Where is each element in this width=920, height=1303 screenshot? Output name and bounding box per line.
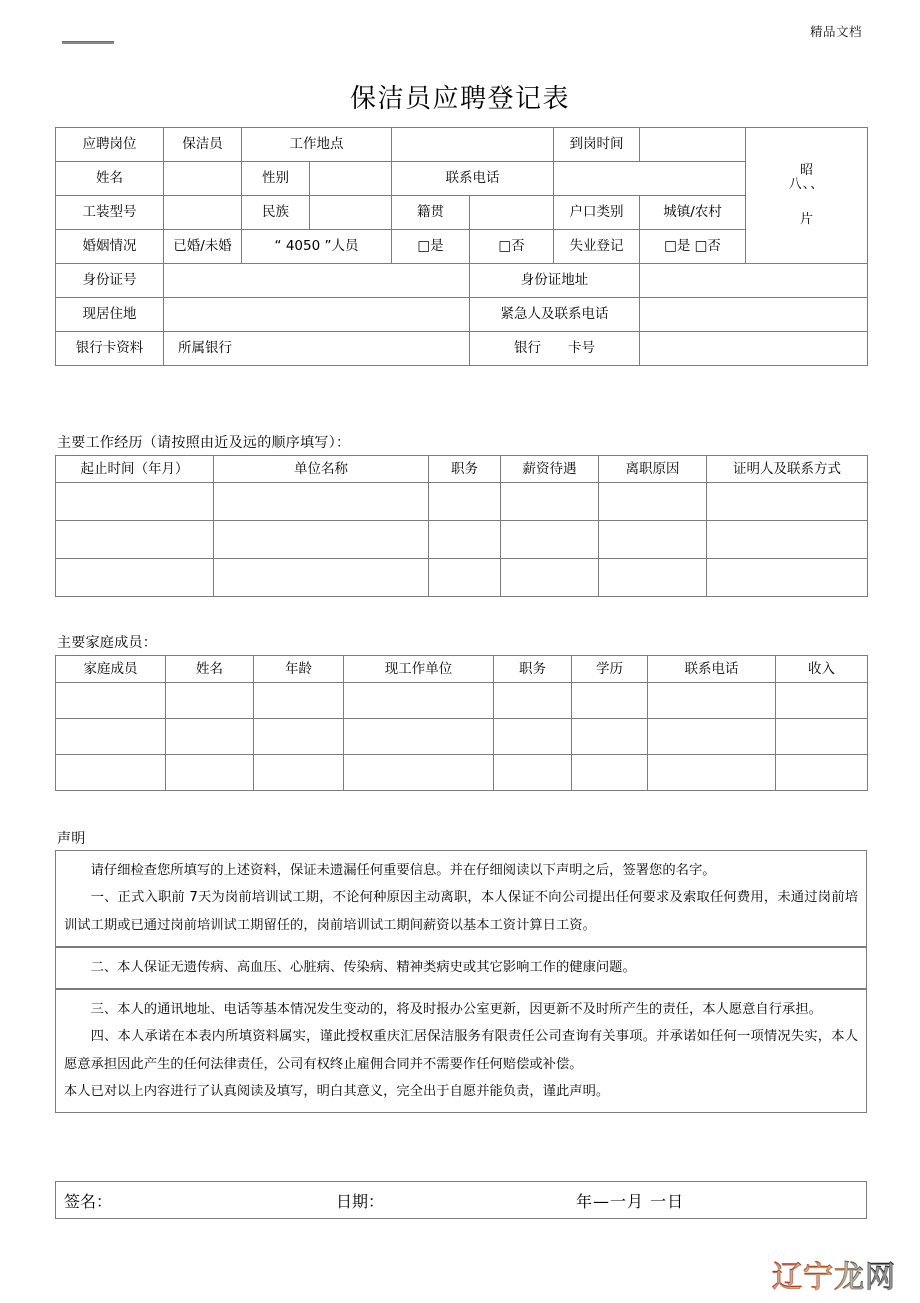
- work-cell-company[interactable]: [214, 483, 429, 521]
- family-cell-income[interactable]: [776, 755, 868, 791]
- family-cell-phone[interactable]: [648, 719, 776, 755]
- work-cell-period[interactable]: [56, 559, 214, 597]
- header-doc-mark: 精品文档: [809, 24, 862, 39]
- declaration-intro: 请仔细检查您所填写的上述资料，保证未遗漏任何重要信息。并在仔细阅读以下声明之后，签署您的名字。: [90, 863, 716, 878]
- family-cell-age[interactable]: [254, 755, 344, 791]
- work-cell-reference[interactable]: [707, 483, 868, 521]
- family-col-income: 收入: [776, 656, 868, 683]
- declaration-item-4: 四、本人承诺在本表内所填资料属实，谨此授权重庆汇居保洁服务有限责任公司查询有关事项。并承诺如任何一项情况失实，本人愿意承担因此产生的任何法律责任，公司有权终止雇佣合同并不需要作任何赔偿或补偿。: [64, 1029, 858, 1072]
- page-title: 保洁员应聘登记表: [349, 84, 570, 114]
- label-name: 姓名: [56, 162, 164, 196]
- label-start-date: 到岗时间: [554, 128, 640, 162]
- family-cell-relation[interactable]: [56, 719, 166, 755]
- value-start-date[interactable]: [640, 128, 746, 162]
- value-current-residence[interactable]: [164, 298, 470, 332]
- label-bank-card-number: 银行 卡号: [470, 332, 640, 366]
- work-col-leave-reason: 离职原因: [599, 456, 707, 483]
- work-cell-leave-reason[interactable]: [599, 559, 707, 597]
- site-watermark: 辽宁龙网: [772, 1252, 896, 1296]
- signature-date-format[interactable]: 年—一月 一日: [576, 1191, 685, 1211]
- family-cell-income[interactable]: [776, 683, 868, 719]
- work-cell-period[interactable]: [56, 521, 214, 559]
- value-gender[interactable]: [310, 162, 392, 196]
- family-members-caption: 主要家庭成员：: [57, 635, 158, 651]
- work-cell-company[interactable]: [214, 559, 429, 597]
- value-bank-card-number[interactable]: [640, 332, 868, 366]
- value-emergency-contact[interactable]: [640, 298, 868, 332]
- declaration-item-3: 三、本人的通讯地址、电话等基本情况发生变动的，将及时报办公室更新，因更新不及时所产生的责任，本人愿意自行承担。: [90, 1002, 822, 1017]
- work-col-period: 起止时间（年月）: [56, 456, 214, 483]
- label-ethnicity: 民族: [242, 196, 310, 230]
- work-cell-salary[interactable]: [501, 483, 599, 521]
- family-cell-position[interactable]: [494, 719, 572, 755]
- work-cell-company[interactable]: [214, 521, 429, 559]
- work-cell-position[interactable]: [429, 559, 501, 597]
- label-current-residence: 现居住地: [56, 298, 164, 332]
- table-row: [56, 755, 868, 791]
- family-cell-education[interactable]: [572, 755, 648, 791]
- table-row: [56, 264, 868, 298]
- family-cell-name[interactable]: [166, 719, 254, 755]
- family-cell-employer[interactable]: [344, 683, 494, 719]
- value-name[interactable]: [164, 162, 242, 196]
- photo-char-1: 昭: [799, 163, 813, 179]
- declaration-block-3: [55, 989, 867, 1113]
- table-row: [56, 559, 868, 597]
- label-id-number: 身份证号: [56, 264, 164, 298]
- family-col-name: 姓名: [166, 656, 254, 683]
- table-row: [56, 332, 868, 366]
- label-unemployment-registration: 失业登记: [554, 230, 640, 264]
- work-col-position: 职务: [429, 456, 501, 483]
- table-row: [56, 128, 868, 162]
- label-uniform-size: 工装型号: [56, 196, 164, 230]
- value-id-address[interactable]: [640, 264, 868, 298]
- label-emergency-contact: 紧急人及联系电话: [470, 298, 640, 332]
- label-contact-phone: 联系电话: [392, 162, 554, 196]
- family-cell-name[interactable]: [166, 755, 254, 791]
- table-row: [56, 683, 868, 719]
- work-col-reference: 证明人及联系方式: [707, 456, 868, 483]
- declaration-item-1: 一、正式入职前 7天为岗前培训试工期，不论何种原因主动离职，本人保证不向公司提出任何要求及索取任何费用，未通过岗前培训试工期或已通过岗前培训试工期留任的，岗前培训试工期间薪资以基本工资计算日工资。: [64, 890, 858, 933]
- value-work-location[interactable]: [392, 128, 554, 162]
- declaration-section: [55, 850, 867, 1113]
- label-household-type: 户口类别: [554, 196, 640, 230]
- family-col-relation: 家庭成员: [56, 656, 166, 683]
- photo-placeholder[interactable]: [746, 128, 868, 264]
- family-members-table: [55, 655, 867, 791]
- declaration-block-1: [55, 850, 867, 947]
- value-household-type[interactable]: 城镇/农村: [640, 196, 746, 230]
- label-marital-status: 婚姻情况: [56, 230, 164, 264]
- work-cell-leave-reason[interactable]: [599, 483, 707, 521]
- family-cell-phone[interactable]: [648, 683, 776, 719]
- label-bank-card-info: 银行卡资料: [56, 332, 164, 366]
- work-cell-reference[interactable]: [707, 521, 868, 559]
- label-work-location: 工作地点: [242, 128, 392, 162]
- signature-name-label[interactable]: 签名：: [64, 1191, 113, 1211]
- family-cell-name[interactable]: [166, 683, 254, 719]
- family-cell-relation[interactable]: [56, 755, 166, 791]
- value-native-place[interactable]: [470, 196, 554, 230]
- family-cell-education[interactable]: [572, 719, 648, 755]
- declaration-item-2: 二、本人保证无遗传病、高血压、心脏病、传染病、精神类病史或其它影响工作的健康问题。: [90, 959, 636, 975]
- work-cell-leave-reason[interactable]: [599, 521, 707, 559]
- work-cell-salary[interactable]: [501, 559, 599, 597]
- value-id-number[interactable]: [164, 264, 470, 298]
- work-col-company: 单位名称: [214, 456, 429, 483]
- declaration-block-2: [55, 947, 867, 989]
- declaration-closing: 本人已对以上内容进行了认真阅读及填写，明白其意义，完全出于自愿并能负责，谨此声明。: [64, 1083, 610, 1099]
- applicant-info-table: [55, 127, 867, 366]
- work-cell-position[interactable]: [429, 521, 501, 559]
- family-cell-age[interactable]: [254, 683, 344, 719]
- family-cell-employer[interactable]: [344, 719, 494, 755]
- family-col-employer: 现工作单位: [344, 656, 494, 683]
- signature-section: [55, 1181, 867, 1219]
- table-row: [56, 483, 868, 521]
- photo-char-3: 片: [799, 212, 813, 228]
- table-header-row: [56, 456, 868, 483]
- family-cell-age[interactable]: [254, 719, 344, 755]
- work-experience-caption: 主要工作经历（请按照由近及远的顺序填写）：: [57, 435, 351, 451]
- table-row: [56, 719, 868, 755]
- signature-date-label[interactable]: 日期：: [336, 1191, 385, 1211]
- photo-char-2: 八、、: [788, 176, 825, 192]
- label-applied-position: 应聘岗位: [56, 128, 164, 162]
- family-col-age: 年龄: [254, 656, 344, 683]
- table-row: [56, 521, 868, 559]
- label-native-place: 籍贯: [392, 196, 470, 230]
- table-header-row: [56, 656, 868, 683]
- checkbox-unemployment[interactable]: □是 □否: [640, 230, 746, 264]
- family-cell-position[interactable]: [494, 683, 572, 719]
- family-cell-relation[interactable]: [56, 683, 166, 719]
- label-bank-name[interactable]: 所属银行: [164, 332, 470, 366]
- value-marital-status[interactable]: 已婚/未婚: [164, 230, 242, 264]
- family-cell-position[interactable]: [494, 755, 572, 791]
- family-cell-phone[interactable]: [648, 755, 776, 791]
- work-cell-period[interactable]: [56, 483, 214, 521]
- work-experience-table: [55, 455, 867, 597]
- value-contact-phone[interactable]: [554, 162, 746, 196]
- table-row: [56, 298, 868, 332]
- work-cell-position[interactable]: [429, 483, 501, 521]
- label-id-address: 身份证地址: [470, 264, 640, 298]
- value-applied-position[interactable]: 保洁员: [164, 128, 242, 162]
- value-uniform-size[interactable]: [164, 196, 242, 230]
- family-cell-education[interactable]: [572, 683, 648, 719]
- work-col-salary: 薪资待遇: [501, 456, 599, 483]
- declaration-caption: 声明: [57, 831, 86, 847]
- family-col-education: 学历: [572, 656, 648, 683]
- label-gender: 性别: [242, 162, 310, 196]
- family-col-position: 职务: [494, 656, 572, 683]
- value-ethnicity[interactable]: [310, 196, 392, 230]
- work-cell-salary[interactable]: [501, 521, 599, 559]
- family-cell-employer[interactable]: [344, 755, 494, 791]
- header-rule: [62, 41, 114, 44]
- label-4050-personnel: “ 4050 ”人员: [242, 230, 392, 264]
- checkbox-4050-no[interactable]: □否: [470, 230, 554, 264]
- family-cell-income[interactable]: [776, 719, 868, 755]
- family-col-phone: 联系电话: [648, 656, 776, 683]
- work-cell-reference[interactable]: [707, 559, 868, 597]
- checkbox-4050-yes[interactable]: □是: [392, 230, 470, 264]
